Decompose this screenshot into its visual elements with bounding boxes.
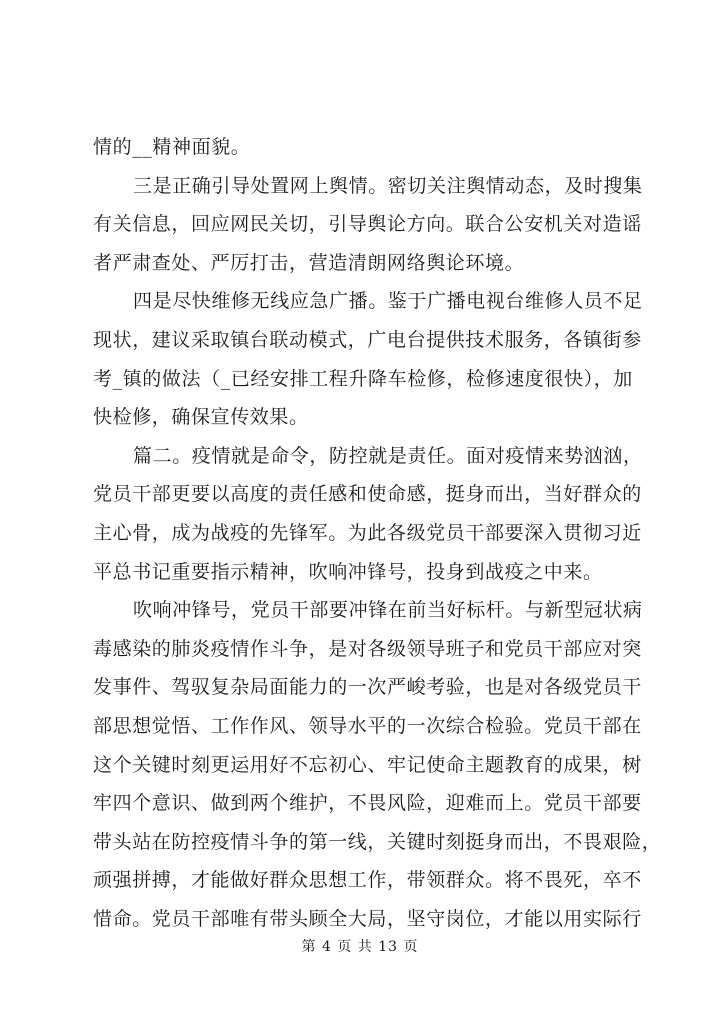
text-line: 有关信息，回应网民关切，引导舆论方向。联合公安机关对造谣 <box>93 213 642 236</box>
text-line: 毒感染的肺炎疫情作斗争，是对各级领导班子和党员干部应对突 <box>93 637 642 660</box>
text-line: 牢四个意识、做到两个维护，不畏风险，迎难而上。党员干部要 <box>93 792 642 815</box>
paragraph-start-line: 四是尽快维修无线应急广播。鉴于广播电视台维修人员不足 <box>133 290 643 313</box>
paragraph-start-line: 三是正确引导处置网上舆情。密切关注舆情动态，及时搜集 <box>133 174 643 197</box>
text-line: 这个关键时刻更运用好不忘初心、牢记使命主题教育的成果，树 <box>93 753 642 776</box>
text-line: 平总书记重要指示精神，吹响冲锋号，投身到战疫之中来。 <box>93 560 603 583</box>
text-line: 快检修，确保宣传效果。 <box>93 406 309 429</box>
text-line: 考_镇的做法（_已经安排工程升降车检修，检修速度很快），加 <box>93 367 633 390</box>
text-line: 发事件、驾驭复杂局面能力的一次严峻考验，也是对各级党员干 <box>93 676 642 699</box>
document-body <box>93 128 662 938</box>
text-line: 主心骨，成为战疫的先锋军。为此各级党员干部要深入贯彻习近 <box>93 521 642 544</box>
text-line: 情的__精神面貌。 <box>93 136 251 158</box>
text-line: 部思想觉悟、工作作风、领导水平的一次综合检验。党员干部在 <box>93 714 642 737</box>
text-line: 顽强拼搏，才能做好群众思想工作，带领群众。将不畏死，卒不 <box>93 869 642 892</box>
text-line: 者严肃查处、严厉打击，营造清朗网络舆论环境。 <box>93 251 525 274</box>
text-line: 惜命。党员干部唯有带头顾全大局，坚守岗位，才能以用实际行 <box>93 907 642 930</box>
paragraph-start-line: 篇二。疫情就是命令，防控就是责任。面对疫情来势汹汹， <box>133 444 643 467</box>
text-line: 现状，建议采取镇台联动模式，广电台提供技术服务，各镇街参 <box>93 328 642 351</box>
text-line: 带头站在防控疫情斗争的第一线，关键时刻挺身而出，不畏艰险， <box>93 830 662 853</box>
page-number-footer: 第 4 页 共 13 页 <box>301 939 419 955</box>
paragraph-start-line: 吹响冲锋号，党员干部要冲锋在前当好标杆。与新型冠状病 <box>133 599 643 622</box>
text-line: 党员干部更要以高度的责任感和使命感，挺身而出，当好群众的 <box>93 483 642 506</box>
